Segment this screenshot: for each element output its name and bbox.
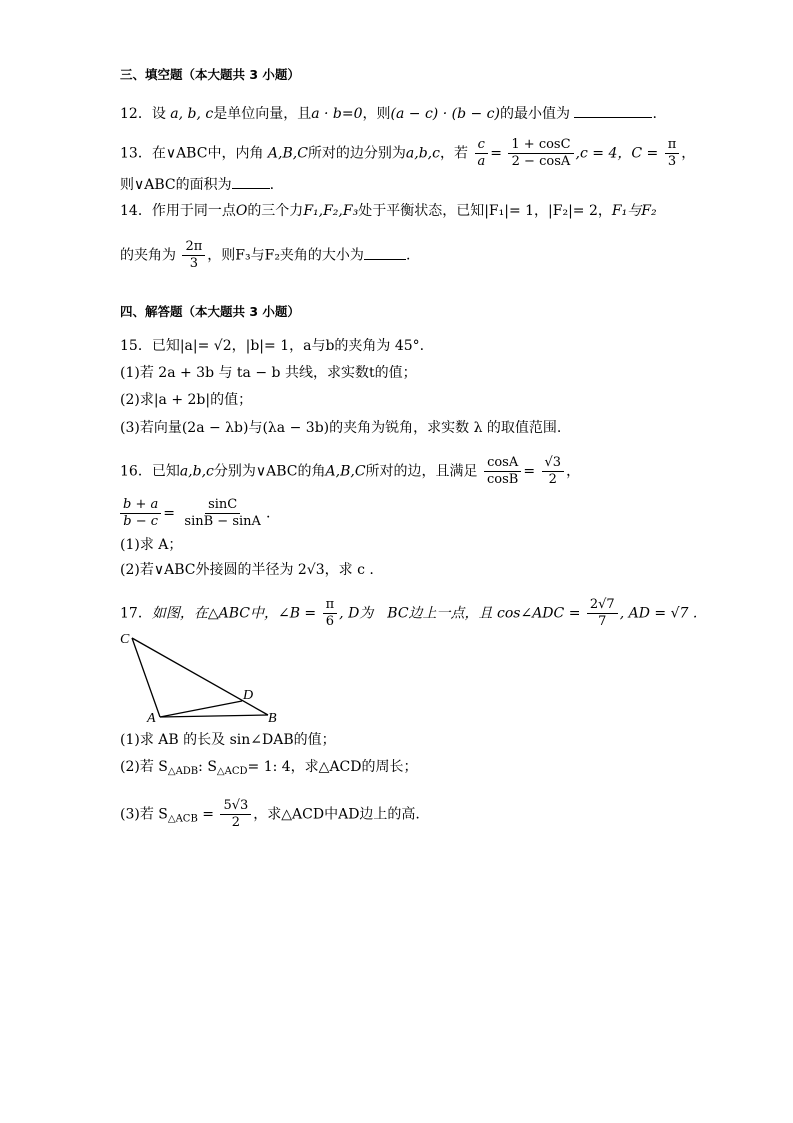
q14-text-2: 的三个力 [247, 203, 304, 219]
q16-f1-num: cosA [484, 455, 521, 472]
q17-part-1: (1)求 AB 的长及 sin∠DAB的值； [120, 732, 336, 748]
q15-number: 15． [120, 338, 152, 354]
question-12 [120, 103, 657, 124]
q12-number: 12． [120, 106, 152, 122]
question-13 [120, 137, 695, 170]
label-C: C [120, 632, 130, 647]
question-15 [120, 336, 424, 356]
question-14-line-2 [120, 239, 410, 272]
q15-part-2: (2)求|a + 2b|的值； [120, 392, 253, 408]
q17-p3-num: 5√3 [220, 798, 251, 815]
q12-vectors: a, b, c [170, 106, 214, 122]
q12-text-4: 的最小值为 [499, 106, 570, 122]
q15-part-3: (3)若向量(2a − λb)与(λa − 3b)的夹角为锐角，求实数 λ 的取值范围. [120, 420, 562, 436]
q14-text-1: 作用于同一点 [151, 203, 236, 219]
q12-expression: (a − c) · (b − c) [390, 106, 500, 122]
q13-frac2-num: 1 + cosC [508, 137, 573, 154]
q17-f1-den: 6 [325, 614, 335, 629]
question-16-line-2 [120, 497, 270, 530]
q13-angles: A,B,C [267, 145, 308, 162]
q16-fraction-sqrt3-over-2 [542, 455, 565, 488]
label-B: B [268, 711, 277, 726]
q13-fraction-c-over-a [474, 137, 488, 170]
q16-fraction-sines [181, 497, 264, 530]
q13-number: 13． [120, 145, 152, 162]
segment-CA [132, 638, 160, 717]
q13-text-2: 所对的边分别为 [307, 145, 406, 162]
q13-text-5: ， [681, 145, 696, 162]
q13-frac3-num: π [665, 137, 680, 154]
segment-CB [132, 638, 268, 715]
label-A: A [147, 711, 156, 726]
q13-text-1: 在∨ABC中，内角 [151, 145, 264, 162]
q17-f2-num: 2√7 [587, 597, 618, 614]
q12-text-3: ，则 [362, 106, 391, 122]
triangle-figure [118, 628, 288, 728]
q17-text-2: , D为 BC边上一点，且 cos∠ADC = [339, 605, 581, 622]
segment-AB [160, 715, 268, 717]
q13-answer-blank[interactable] [232, 174, 270, 189]
q14-text-3: 处于平衡状态，已知|F₁|= 1，|F₂|= 2， [358, 203, 612, 219]
q17-p2-post: = 1: 4，求△ACD的周长； [247, 759, 418, 775]
section-3-title: 三、填空题（本大题共 3 小题） [120, 67, 300, 82]
q16-equals-1: = [523, 463, 536, 480]
segment-AD [160, 701, 242, 717]
q13-frac2-den: 2 − cosA [511, 154, 571, 169]
q14-line2-text-1: 的夹角为 [120, 247, 176, 264]
q13-sides: a,b,c [405, 145, 440, 162]
q16-text-2: 分别为∨ABC的角 [213, 463, 326, 480]
q14-frac-num: 2π [182, 239, 205, 256]
q17-p2-pre: (2)若 S [120, 759, 168, 775]
q16-angles: A,B,C [325, 463, 366, 480]
q16-f1-den: cosB [486, 472, 519, 487]
q13-frac3-den: 3 [667, 154, 677, 169]
q14-forces: F₁,F₂,F₃ [303, 203, 359, 219]
q17-p3-eq: = [197, 806, 214, 823]
q17-fraction-2sqrt7-over-7 [587, 597, 618, 630]
q16-part-1: (1)求 A； [120, 537, 183, 553]
question-13-line-2 [120, 174, 274, 195]
q12-condition: a · b=0 [311, 106, 363, 122]
q14-fraction-2pi-over-3 [182, 239, 205, 272]
q16-end: . [265, 505, 271, 522]
q17-p3-post: ，求△ACD中AD边上的高. [253, 806, 420, 823]
q17-f1-num: π [323, 597, 338, 614]
q12-text-2: 是单位向量，且 [213, 106, 312, 122]
question-14 [120, 201, 657, 221]
q15-stem: 已知|a|= √2，|b|= 1，a与b的夹角为 45°. [151, 338, 425, 354]
q17-p2-sub2: △ACD [216, 766, 248, 777]
q16-equals-2: = [163, 505, 175, 522]
q12-answer-blank[interactable] [574, 103, 652, 118]
section-4-title: 四、解答题（本大题共 3 小题） [120, 304, 300, 319]
q16-part-2: (2)若∨ABC外接圆的半径为 2√3，求 c . [120, 562, 374, 578]
q14-point: O [235, 203, 248, 219]
q16-f3-num: b + a [120, 497, 161, 514]
q16-f2-num: √3 [542, 455, 565, 472]
question-16 [120, 455, 580, 488]
q16-sides: a,b,c [179, 463, 214, 480]
q17-p3-sub: △ACB [167, 813, 198, 825]
label-D: D [243, 688, 254, 703]
q16-f4-den: sinB − sinA [184, 514, 261, 529]
q13-frac1-den: a [477, 154, 486, 169]
q17-f2-den: 7 [598, 614, 607, 629]
q16-fraction-cos [484, 455, 521, 488]
q15-part-1: (1)若 2a + 3b 与 ta − b 共线，求实数t的值； [120, 365, 417, 381]
q16-number: 16． [120, 463, 152, 480]
q17-p3-den: 2 [231, 815, 240, 830]
q16-f4-num: sinC [205, 497, 240, 514]
q16-text-3: 所对的边，且满足 [365, 463, 478, 480]
q14-line2-text-2: ，则F₃与F₂夹角的大小为 [207, 247, 364, 264]
q13-end: . [269, 177, 275, 193]
q13-frac1-num: c [475, 137, 488, 154]
q13-equals: = [490, 145, 502, 162]
q13-fraction-pi-over-3 [665, 137, 680, 170]
q14-answer-blank[interactable] [364, 245, 406, 260]
q16-text-1: 已知 [151, 463, 180, 480]
q16-f3-den: b − c [123, 514, 158, 529]
q12-end: . [652, 106, 657, 122]
q13-text-3: ，若 [439, 145, 468, 162]
q14-frac-den: 3 [189, 256, 198, 271]
q13-line2-text: 则∨ABC的面积为 [120, 177, 232, 193]
q14-number: 14． [120, 203, 152, 219]
q17-p2-sub1: △ADB [167, 766, 199, 777]
q12-text-1: 设 [151, 106, 166, 122]
q16-text-4: ， [566, 463, 581, 480]
q17-part-2 [120, 757, 418, 782]
question-17 [120, 597, 697, 630]
q16-fraction-sides [120, 497, 161, 530]
q17-number: 17． [120, 605, 152, 622]
q17-p3-pre: (3)若 S [120, 806, 168, 823]
q17-fraction-pi-over-6 [323, 597, 338, 630]
q17-text-1: 如图，在△ABC中，∠B = [151, 605, 317, 622]
q14-end: . [405, 247, 411, 264]
q17-fraction-5sqrt3-over-2 [220, 798, 251, 831]
q16-f2-den: 2 [548, 472, 557, 487]
q17-p2-mid: : S [198, 759, 217, 775]
q14-pair: F₁与F₂ [611, 203, 657, 219]
q13-text-4: ,c = 4，C = [575, 145, 659, 162]
q17-text-3: , AD = √7 . [619, 605, 698, 622]
q17-part-3 [120, 798, 420, 831]
q13-fraction-cos [508, 137, 573, 170]
